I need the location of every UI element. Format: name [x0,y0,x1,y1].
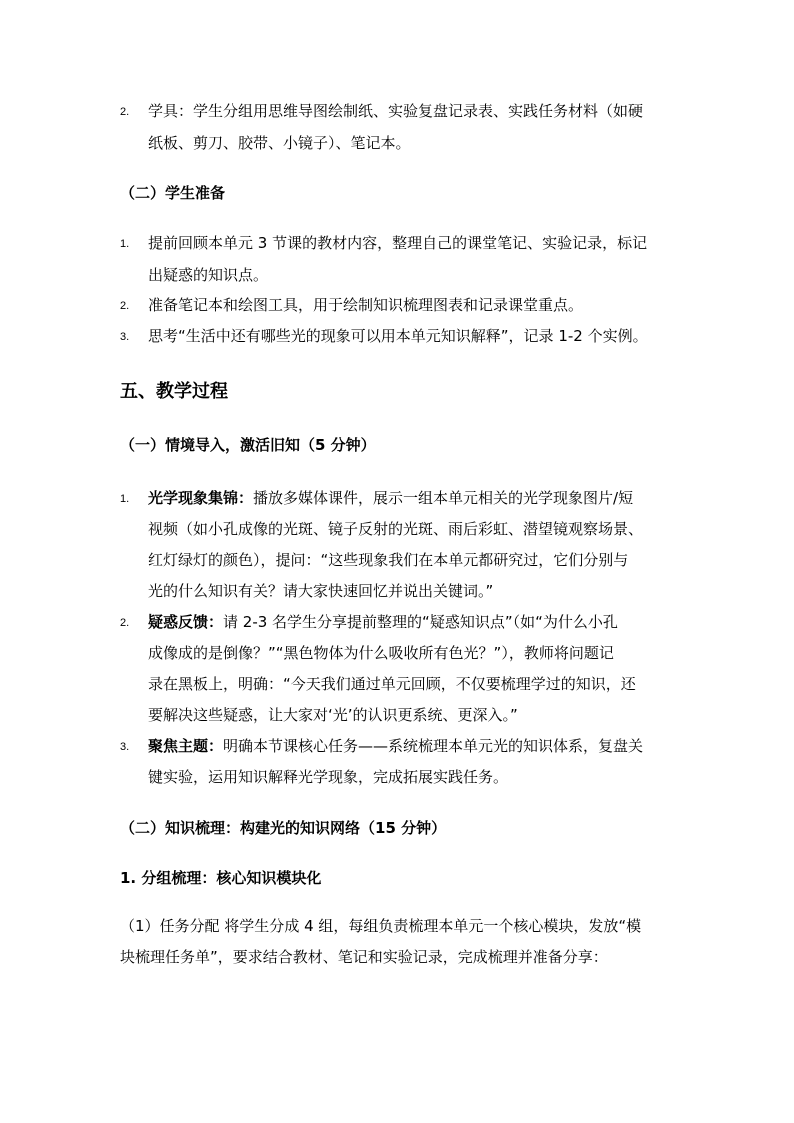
list-text: 光的什么知识有关？请大家快速回忆并说出关键词。” [148,582,494,600]
list-text: 键实验，运用知识解释光学现象，完成拓展实践任务。 [148,768,509,786]
list-text [148,488,633,508]
list-number: 3. [120,741,130,753]
paragraph-line: 块梳理任务单”，要求结合教材、笔记和实验记录，完成梳理并准备分享： [120,948,608,966]
list-text: 出疑惑的知识点。 [148,266,269,284]
paragraph-line: （1）任务分配 将学生分成 4 组，每组负责梳理本单元一个核心模块，发放“模 [120,917,642,935]
list-bold-label: 光学现象集锦： [148,489,254,507]
list-text [148,736,643,756]
list-text: 录在黑板上，明确：“今天我们通过单元回顾，不仅要梳理学过的知识，还 [148,675,636,693]
subsection-title: （二）知识梳理：构建光的知识网络（15 分钟） [120,819,447,837]
list-text: 纸板、剪刀、胶带、小镜子）、笔记本。 [148,134,411,152]
section-title: （二）学生准备 [120,184,226,202]
list-text: 准备笔记本和绘图工具，用于绘制知识梳理图表和记录课堂重点。 [148,296,584,314]
list-bold-label: 疑惑反馈： [148,613,224,631]
list-number: 1. [120,238,130,250]
list-number: 2. [120,106,130,118]
list-text [148,612,618,632]
list-bold-label: 聚焦主题： [148,737,224,755]
list-text-span: 播放多媒体课件，展示一组本单元相关的光学现象图片/短 [253,489,634,507]
list-number: 2. [120,300,130,312]
list-text: 要解决这些疑惑，让大家对‘光’的认识更系统、更深入。” [148,706,518,724]
list-text-span: 请 2-3 名学生分享提前整理的“疑惑知识点”（如“为什么小孔 [223,613,618,631]
list-text-span: 明确本节课核心任务——系统梳理本单元光的知识体系，复盘关 [223,737,644,755]
list-text: 学具：学生分组用思维导图绘制纸、实验复盘记录表、实践任务材料（如硬 [148,102,644,120]
list-text: 成像成的是倒像？”“黑色物体为什么吸收所有色光？”），教师将问题记 [148,644,614,662]
subsection-title: （一）情境导入，激活旧知（5 分钟） [120,436,376,454]
section-heading: 五、教学过程 [120,381,228,402]
list-text: 提前回顾本单元 3 节课的教材内容，整理自己的课堂笔记、实验记录，标记 [148,234,648,252]
list-number: 1. [120,493,130,505]
list-number: 3. [120,331,130,343]
list-text: 思考“生活中还有哪些光的现象可以用本单元知识解释”，记录 1-2 个实例。 [148,327,648,345]
list-number: 2. [120,617,130,629]
list-text: 红灯绿灯的颜色），提问：“这些现象我们在本单元都研究过，它们分别与 [148,551,629,569]
sub-subsection-title: 1. 分组梳理：核心知识模块化 [120,869,322,887]
list-text: 视频（如小孔成像的光斑、镜子反射的光斑、雨后彩虹、潜望镜观察场景、 [148,520,644,538]
